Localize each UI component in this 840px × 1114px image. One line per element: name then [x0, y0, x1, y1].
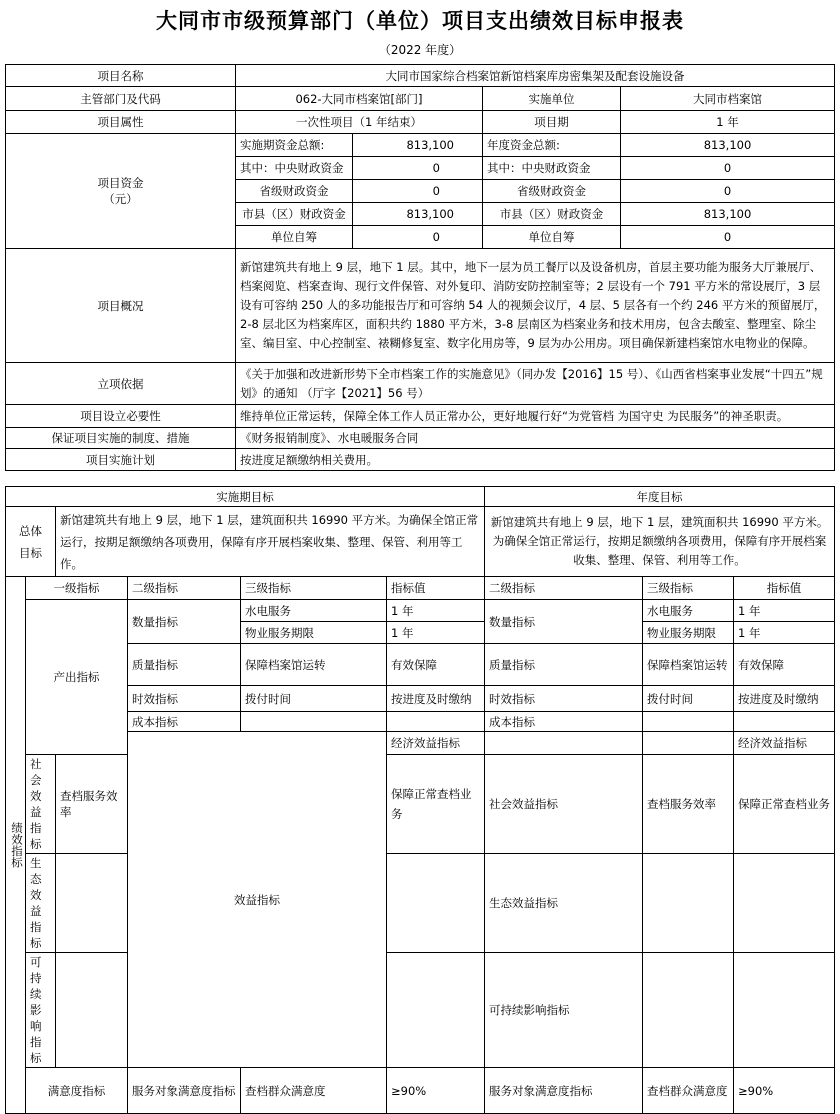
- q2-value: 1 年: [387, 622, 485, 644]
- eco-name-annual: [643, 854, 734, 953]
- impl-goal-header: 实施期目标: [6, 487, 485, 507]
- time-name-annual: 拨付时间: [643, 686, 734, 712]
- sustain-indicator-annual: 可持续影响指标: [485, 953, 643, 1068]
- q1-value: 1 年: [387, 600, 485, 622]
- time-value-annual: 按进度及时缴纳: [734, 686, 835, 712]
- header-level2-annual: 二级指标: [485, 577, 643, 600]
- q1-name-annual: 水电服务: [643, 600, 734, 622]
- time-name: 拨付时间: [241, 686, 387, 712]
- funds-row-value: 0: [621, 180, 835, 203]
- economic-value: [643, 732, 734, 755]
- quality-value-annual: 有效保障: [734, 644, 835, 686]
- economic-name: [485, 732, 643, 755]
- social-value: 保障正常查档业务: [387, 755, 485, 854]
- header-value: 指标值: [387, 577, 485, 600]
- economic-indicator-annual: 经济效益指标: [734, 732, 835, 755]
- q2-name-annual: 物业服务期限: [643, 622, 734, 644]
- q2-value-annual: 1 年: [734, 622, 835, 644]
- attr-value: 一次性项目（1 年结束）: [236, 111, 483, 134]
- timeliness-indicator-annual: 时效指标: [485, 686, 643, 712]
- impl-unit-label: 实施单位: [483, 87, 621, 111]
- q1-value-annual: 1 年: [734, 600, 835, 622]
- basis-text: 《关于加强和改进新形势下全市档案工作的实施意见》（同办发【2016】15 号）、《山西省档案事业发展“十四五”规划》的通知 （厅字【2021】56 号）: [236, 363, 835, 405]
- quality-name: 保障档案馆运转: [241, 644, 387, 686]
- annual-goal-text: 新馆建筑共有地上 9 层，地下 1 层，建筑面积共 16990 平方米。为确保全馆正常运行，按期足额缴纳各项费用，保障有序开展档案收集、整理、保管、利用等工作。: [485, 507, 835, 577]
- q1-name: 水电服务: [241, 600, 387, 622]
- overall-goal-label-1: 总体: [19, 523, 42, 538]
- system-label: 保证项目实施的制度、措施: [6, 428, 236, 449]
- annual-goal-header: 年度目标: [485, 487, 835, 507]
- impl-goal-text: 新馆建筑共有地上 9 层，地下 1 层，建筑面积共 16990 平方米。为确保全馆正常运行，按期足额缴纳各项费用，保障有序开展档案收集、整理、保管、利用等工作。: [56, 507, 485, 577]
- necessity-label: 项目设立必要性: [6, 405, 236, 428]
- quality-name-annual: 保障档案馆运转: [643, 644, 734, 686]
- overview-text: 新馆建筑共有地上 9 层，地下 1 层。其中，地下一层为员工餐厅以及设备机房，首层主要功能为服务大厅兼展厅、档案阅览、档案查询、现行文件保管、对外复印、消防安防控制室等；2 层设有一个 791 平方米的常设展厅，3 层设有可容纳 250 人的多功能报告厅和可容纳 54 人的视频会议厅，4 层、5 层各有一个约 246 平方米的预留展厅，2-8 层北区为档案库区，面积共约 1880 平方米，3-8 层南区为档案业务和技术用房，包含去酸室、整理室、除尘室、编目室、中心控制室、裱糊修复室、数字化用房等，9 层为办公用房。项目确保新建档案馆水电物业的保障。: [236, 249, 835, 363]
- funds-row-value: 813,100: [621, 203, 835, 226]
- social-name-annual: 查档服务效率: [643, 755, 734, 854]
- time-value: 按进度及时缴纳: [387, 686, 485, 712]
- funds-row-value: 0: [353, 226, 483, 249]
- attr-label: 项目属性: [6, 111, 236, 134]
- year-label: （2022 年度）: [378, 43, 462, 57]
- overall-goal-label: [6, 507, 56, 577]
- project-name-value: 大同市国家综合档案馆新馆档案库房密集架及配套设施设备: [236, 65, 835, 87]
- sustain-name-annual: [643, 953, 734, 1068]
- sustain-value: [387, 953, 485, 1068]
- sustain-name: [56, 953, 128, 1068]
- satisfaction-indicator: 满意度指标: [26, 1068, 128, 1114]
- satisfaction-name-annual: 查档群众满意度: [643, 1068, 734, 1114]
- funds-row-value: 813,100: [621, 134, 835, 157]
- satisfaction-sub-annual: 服务对象满意度指标: [485, 1068, 643, 1114]
- funds-row-label: 省级财政资金: [483, 180, 621, 203]
- eco-value: [387, 854, 485, 953]
- satisfaction-name: 查档群众满意度: [241, 1068, 387, 1114]
- funds-label-line2: （元）: [103, 192, 138, 206]
- satisfaction-value-annual: ≥90%: [734, 1068, 835, 1114]
- economic-indicator: 经济效益指标: [387, 732, 485, 755]
- social-value-annual: 保障正常查档业务: [734, 755, 835, 854]
- funds-row-label: 省级财政资金: [236, 180, 353, 203]
- cost-indicator: 成本指标: [128, 712, 241, 732]
- system-text: 《财务报销制度》、水电暖服务合同: [236, 428, 835, 449]
- satisfaction-value: ≥90%: [387, 1068, 485, 1114]
- funds-row-value: 0: [353, 180, 483, 203]
- page-title: 大同市市级预算部门（单位）项目支出绩效目标申报表: [156, 8, 684, 33]
- q2-name: 物业服务期限: [241, 622, 387, 644]
- funds-row-value: 813,100: [353, 134, 483, 157]
- header-level3-annual: 三级指标: [643, 577, 734, 600]
- overview-label: 项目概况: [6, 249, 236, 363]
- header-level1: 一级指标: [26, 577, 128, 600]
- output-indicator: 产出指标: [26, 600, 128, 755]
- cost-name-annual: [643, 712, 734, 732]
- funds-row-value: 0: [621, 226, 835, 249]
- dept-label: 主管部门及代码: [6, 87, 236, 111]
- cost-indicator-annual: 成本指标: [485, 712, 643, 732]
- necessity-text: 维持单位正常运转，保障全体工作人员正常办公，更好地履行好“为党管档 为国守史 为民服务”的神圣职责。: [236, 405, 835, 428]
- impl-unit-value: 大同市档案馆: [621, 87, 835, 111]
- cost-value-annual: [734, 712, 835, 732]
- plan-text: 按进度足额缴纳相关费用。: [236, 449, 835, 471]
- quality-indicator: 质量指标: [128, 644, 241, 686]
- basis-label: 立项依据: [6, 363, 236, 405]
- eco-indicator: 生态效益指标: [26, 854, 56, 953]
- funds-row-value: 0: [353, 157, 483, 180]
- eco-value-annual: [734, 854, 835, 953]
- funds-row-label: 市县（区）财政资金: [483, 203, 621, 226]
- header-value-annual: 指标值: [734, 577, 835, 600]
- social-indicator: 社会效益指标: [26, 755, 56, 854]
- funds-row-label: 其中：中央财政资金: [483, 157, 621, 180]
- benefit-indicator: 效益指标: [128, 732, 387, 1068]
- quality-indicator-annual: 质量指标: [485, 644, 643, 686]
- funds-row-label: 市县（区）财政资金: [236, 203, 353, 226]
- quantity-indicator-annual: 数量指标: [485, 600, 643, 644]
- sustain-indicator: 可持续影响指标: [26, 953, 56, 1068]
- funds-label: [6, 134, 236, 249]
- eco-indicator-annual: 生态效益指标: [485, 854, 643, 953]
- performance-table: [5, 486, 835, 1114]
- project-name-label: 项目名称: [6, 65, 236, 87]
- indicator-side-label: 绩效指标: [6, 577, 26, 1114]
- plan-label: 项目实施计划: [6, 449, 236, 471]
- basic-info-table: [5, 64, 835, 471]
- timeliness-indicator: 时效指标: [128, 686, 241, 712]
- header-level2: 二级指标: [128, 577, 241, 600]
- funds-row-label: 单位自筹: [483, 226, 621, 249]
- quantity-indicator: 数量指标: [128, 600, 241, 644]
- satisfaction-sub: 服务对象满意度指标: [128, 1068, 241, 1114]
- funds-row-value: 813,100: [353, 203, 483, 226]
- header-level3: 三级指标: [241, 577, 387, 600]
- funds-row-label: 年度资金总额:: [483, 134, 621, 157]
- period-value: 1 年: [621, 111, 835, 134]
- quality-value: 有效保障: [387, 644, 485, 686]
- funds-row-label: 实施期资金总额:: [236, 134, 353, 157]
- cost-name: [241, 712, 387, 732]
- social-indicator-annual: 社会效益指标: [485, 755, 643, 854]
- sustain-value-annual: [734, 953, 835, 1068]
- cost-value: [387, 712, 485, 732]
- dept-value: 062-大同市档案馆[部门]: [236, 87, 483, 111]
- social-name: 查档服务效率: [56, 755, 128, 854]
- funds-label-line1: 项目资金: [97, 176, 144, 190]
- funds-row-label: 其中：中央财政资金: [236, 157, 353, 180]
- period-label: 项目期: [483, 111, 621, 134]
- funds-row-label: 单位自筹: [236, 226, 353, 249]
- funds-row-value: 0: [621, 157, 835, 180]
- overall-goal-label-2: 目标: [19, 545, 42, 560]
- eco-name: [56, 854, 128, 953]
